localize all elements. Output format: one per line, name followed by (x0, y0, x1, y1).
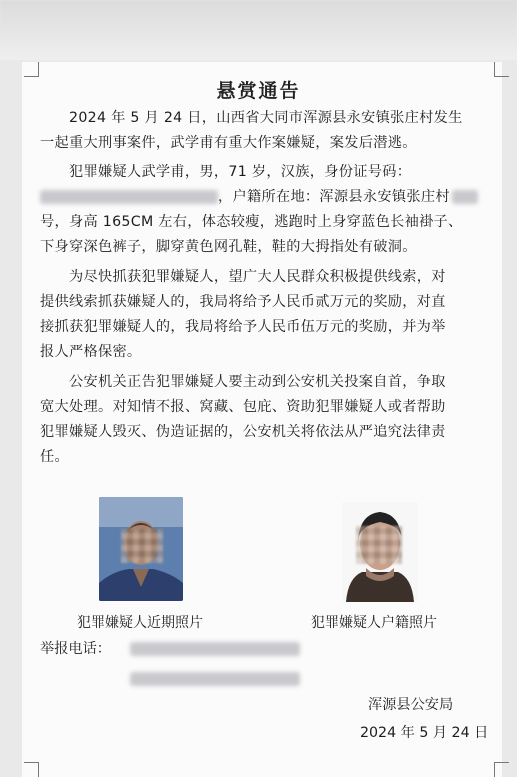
text-line-with-redaction (40, 185, 500, 210)
text-line: 犯罪嫌疑人武学甫，男，71 岁，汉族，身份证号码： (69, 164, 412, 180)
paragraph-reward (40, 265, 500, 365)
text-line: 接抓获犯罪嫌疑人的，我局将给予人民币伍万元的奖励，并为举 (40, 319, 446, 335)
crop-mark-top-left (24, 62, 39, 77)
text-line: 为尽快抓获犯罪嫌疑人，望广大人民群众积极提供线索，对 (69, 269, 446, 285)
text-line: 任。 (40, 449, 69, 465)
text-line: 2024 年 5 月 24 日，山西省大同市浑源县永安镇张庄村发生 (69, 110, 463, 126)
recent-photo-caption: 犯罪嫌疑人近期照片 (77, 615, 203, 631)
redacted-phone-number (130, 642, 300, 656)
text-line: 下身穿深色裤子，脚穿黄色网孔鞋，鞋的大拇指处有破洞。 (40, 239, 417, 255)
face-mosaic (356, 526, 402, 564)
redacted-house-number (452, 190, 478, 204)
suspect-recent-photo (99, 497, 183, 601)
issue-date: 2024 年 5 月 24 日 (360, 725, 489, 741)
paragraph-warning (40, 370, 500, 470)
redacted-id-number (40, 190, 218, 204)
paragraph-suspect (40, 160, 500, 260)
blurred-top-bar (0, 0, 517, 60)
text-line: 提供线索抓获嫌疑人的，我局将给予人民币贰万元的奖励，对直 (40, 294, 446, 310)
text-line: 号，身高 165CM 左右，体态较瘦，逃跑时上身穿蓝色长袖褂子、 (40, 214, 463, 230)
registry-photo-caption: 犯罪嫌疑人户籍照片 (311, 615, 437, 631)
paragraph-incident (40, 106, 500, 156)
suspect-registry-photo (342, 502, 418, 602)
issuer-name: 浑源县公安局 (368, 697, 454, 713)
phone-label: 举报电话： (40, 641, 111, 657)
notice-title: 悬赏通告 (216, 80, 301, 102)
text-line: 一起重大刑事案件，武学甫有重大作案嫌疑，案发后潜逃。 (40, 135, 417, 151)
crop-mark-top-right (494, 62, 509, 77)
text-fragment: ，户籍所在地：浑源县永安镇张庄村 (218, 189, 450, 205)
text-line: 犯罪嫌疑人毁灭、伪造证据的，公安机关将依法从严追究法律责 (40, 424, 446, 440)
text-line: 宽大处理。对知情不报、窝藏、包庇、资助犯罪嫌疑人或者帮助 (40, 399, 446, 415)
face-mosaic (121, 529, 163, 563)
redacted-phone-number (130, 672, 300, 686)
crop-mark-bottom-right (494, 762, 509, 777)
crop-mark-bottom-left (24, 762, 39, 777)
text-line: 报人严格保密。 (40, 344, 142, 360)
text-line: 公安机关正告犯罪嫌疑人要主动到公安机关投案自首，争取 (69, 374, 446, 390)
